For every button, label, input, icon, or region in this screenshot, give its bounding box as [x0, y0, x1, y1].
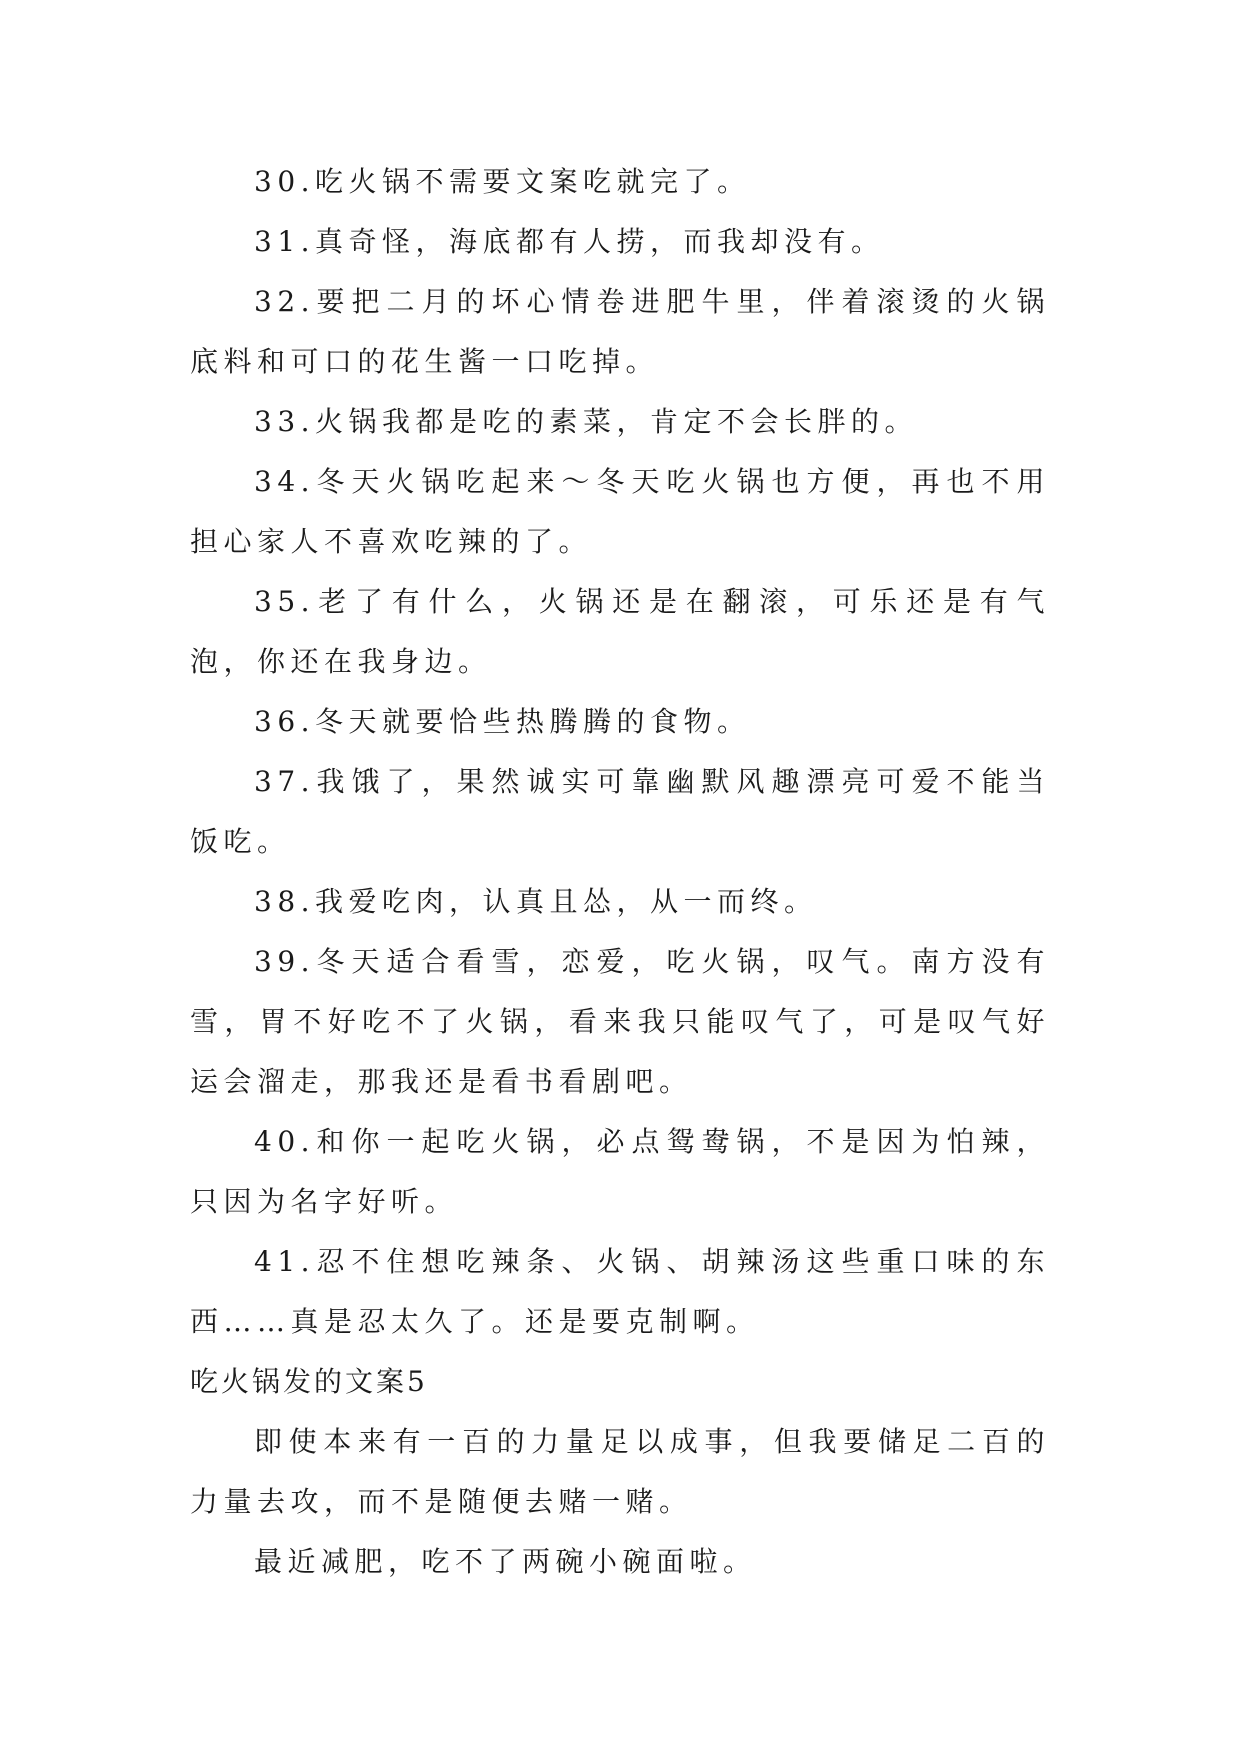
- list-item-40: 40.和你一起吃火锅，必点鸳鸯锅，不是因为怕辣，只因为名字好听。: [190, 1125, 1050, 1218]
- list-item-34: 34.冬天火锅吃起来～冬天吃火锅也方便，再也不用担心家人不喜欢吃辣的了。: [190, 465, 1050, 558]
- list-item-30: 30.吃火锅不需要文案吃就完了。: [254, 165, 751, 198]
- list-item-41: 41.忍不住想吃辣条、火锅、胡辣汤这些重口味的东西……真是忍太久了。还是要克制啊。: [190, 1245, 1050, 1338]
- list-item-32: 32.要把二月的坏心情卷进肥牛里，伴着滚烫的火锅底料和可口的花生酱一口吃掉。: [190, 285, 1050, 378]
- list-item-33: 33.火锅我都是吃的素菜，肯定不会长胖的。: [254, 405, 919, 438]
- list-item-36: 36.冬天就要恰些热腾腾的食物。: [254, 705, 751, 738]
- document-body: [190, 152, 1050, 1592]
- list-item-35: 35.老了有什么，火锅还是在翻滚，可乐还是有气泡，你还在我身边。: [190, 585, 1050, 678]
- list-item-31: 31.真奇怪，海底都有人捞，而我却没有。: [254, 225, 885, 258]
- paragraph: 最近减肥，吃不了两碗小碗面啦。: [254, 1545, 757, 1578]
- section-heading: 吃火锅发的文案5: [190, 1365, 428, 1398]
- paragraph: 即使本来有一百的力量足以成事，但我要储足二百的力量去攻，而不是随便去赌一赌。: [190, 1425, 1050, 1518]
- list-item-39: 39.冬天适合看雪，恋爱，吃火锅，叹气。南方没有雪，胃不好吃不了火锅，看来我只能叹气了，可是叹气好运会溜走，那我还是看书看剧吧。: [190, 945, 1050, 1098]
- list-item-37: 37.我饿了，果然诚实可靠幽默风趣漂亮可爱不能当饭吃。: [190, 765, 1050, 858]
- list-item-38: 38.我爱吃肉，认真且怂，从一而终。: [254, 885, 818, 918]
